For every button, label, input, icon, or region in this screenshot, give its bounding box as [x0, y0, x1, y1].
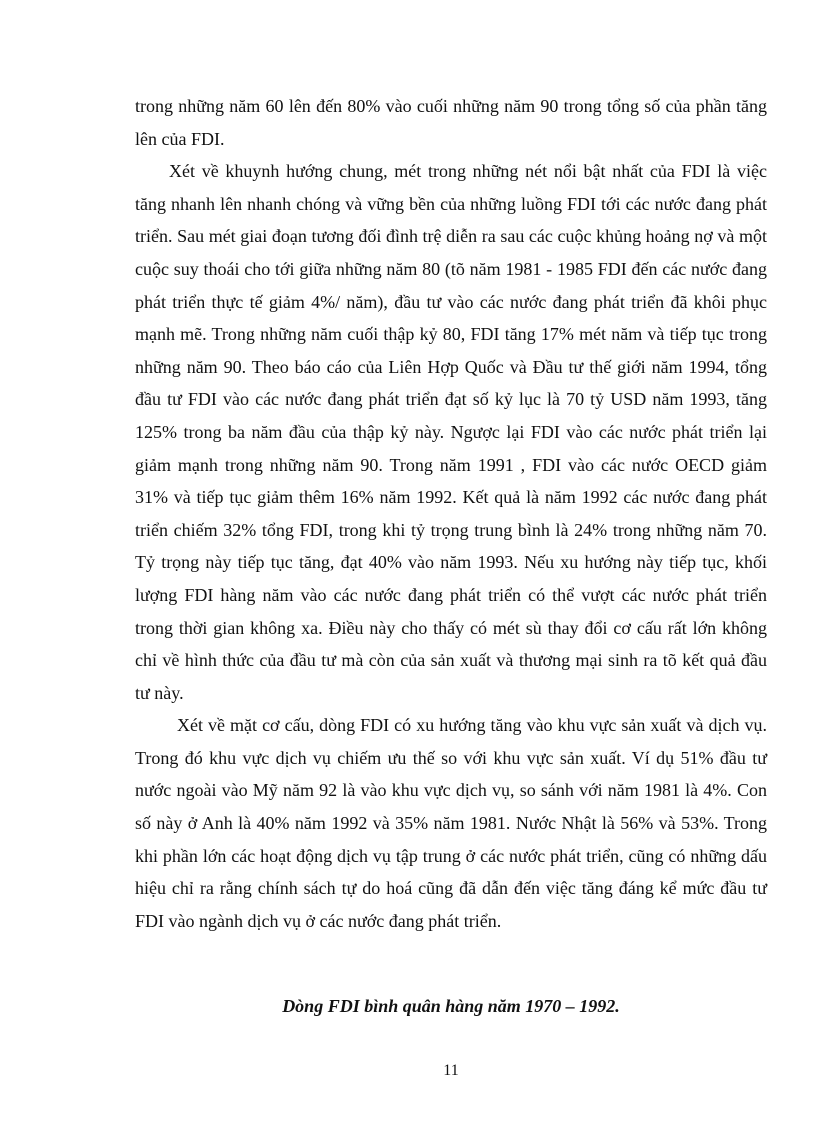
paragraph-continuation: trong những năm 60 lên đến 80% vào cuối những năm 90 trong tổng số của phần tăng lên của FDI. — [135, 96, 767, 149]
body-text — [135, 90, 767, 937]
paragraph-structure: Xét về mặt cơ cấu, dòng FDI có xu hướng tăng vào khu vực sản xuất và dịch vụ. Trong đó khu vực dịch vụ chiếm ưu thế so với khu vực sản xuất. Ví dụ 51% đầu tư nước ngoài vào Mỹ năm 92 là vào khu vực dịch vụ, so sánh với năm 1981 là 4%. Con số này ở Anh là 40% năm 1992 và 35% năm 1981. Nước Nhật là 56% và 53%. Trong khi phần lớn các hoạt động dịch vụ tập trung ở các nước phát triển, cũng có những dấu hiệu chỉ ra rằng chính sách tự do hoá cũng đã dẫn đến việc tăng đáng kể mức đầu tư FDI vào ngành dịch vụ ở các nước đang phát triển. — [135, 715, 767, 931]
paragraph-general-trend: Xét về khuynh hướng chung, mét trong những nét nổi bật nhất của FDI là việc tăng nhanh lên nhanh chóng và vững bền của những luồng FDI tới các nước đang phát triển. Sau mét giai đoạn tương đối đình trệ diễn ra sau các cuộc khủng hoảng nợ và một cuộc suy thoái cho tới giữa những năm 80 (tõ năm 1981 - 1985 FDI đến các nước đang phát triển thực tế giảm 4%/ năm), đầu tư vào các nước đang phát triển đã khôi phục mạnh mẽ. Trong những năm cuối thập kỷ 80, FDI tăng 17% mét năm và tiếp tục trong những năm 90. Theo báo cáo của Liên Hợp Quốc và Đầu tư thế giới năm 1994, tổng đầu tư FDI vào các nước đang phát triển đạt số kỷ lục là 70 tỷ USD năm 1993, tăng 125% trong ba năm đầu của thập kỷ này. Ngược lại FDI vào các nước phát triển lại giảm mạnh trong những năm 90. Trong năm 1991 , FDI vào các nước OECD giảm 31% và tiếp tục giảm thêm 16% năm 1992. Kết quả là năm 1992 các nước đang phát triển chiếm 32% tổng FDI, trong khi tỷ trọng trung bình là 24% trong những năm 70. Tỷ trọng này tiếp tục tăng, đạt 40% vào năm 1993. Nếu xu hướng này tiếp tục, khối lượng FDI hàng năm vào các nước đang phát triển có thể vượt các nước phát triển trong thời gian không xa. Điều này cho thấy có mét sù thay đổi cơ cấu rất lớn không chỉ về hình thức của đầu tư mà còn của sản xuất và thương mại sinh ra tõ kết quả đầu tư này. — [135, 161, 767, 703]
document-page — [135, 0, 767, 1123]
page-number: 11 — [443, 1062, 459, 1079]
table-caption: Dòng FDI bình quân hàng năm 1970 – 1992. — [282, 996, 620, 1016]
